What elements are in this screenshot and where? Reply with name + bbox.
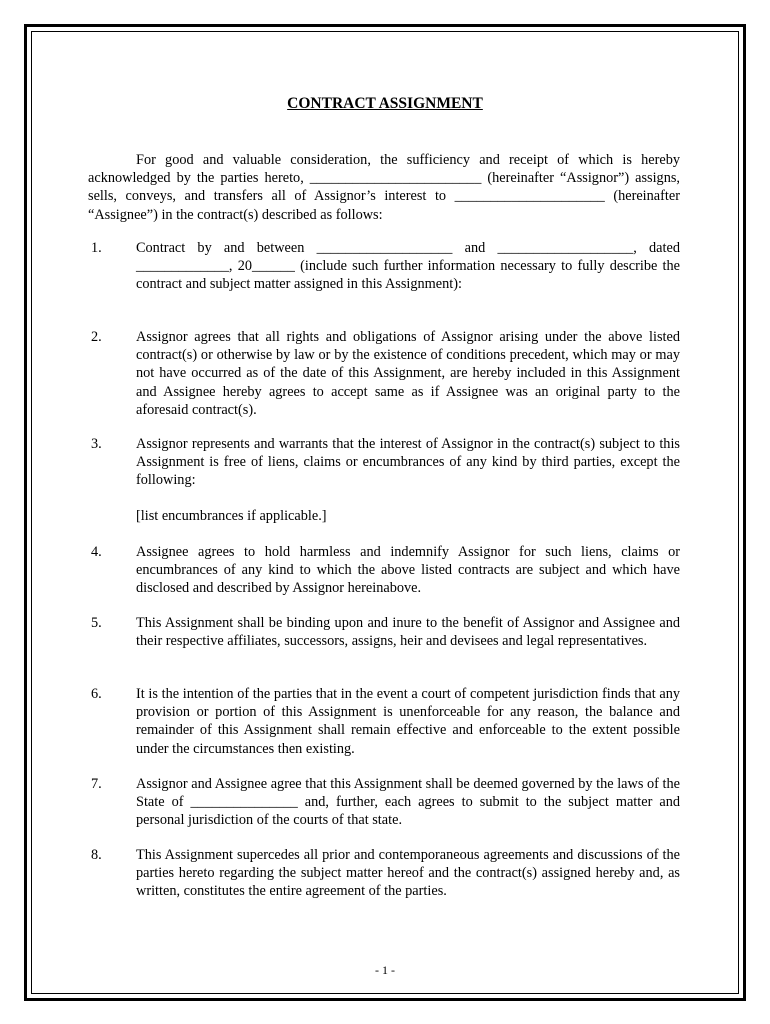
- clause-text: It is the intention of the parties that in the event a court of competent jurisdiction finds that any provision or portion of this Assignment is unenforceable for any reason, the balance and remainder of this Assignment shall remain effective and enforceable to the extent possible under the circumstances then existing.: [136, 686, 680, 757]
- clause-number: 3.: [91, 436, 102, 452]
- clause-number: 8.: [91, 847, 102, 863]
- clause-number: 1.: [91, 240, 102, 256]
- intro-text: For good and valuable consideration, the sufficiency and receipt of which is hereby acknowledged by the parties hereto, ________________________ (hereinafter “Assignor”) assigns, sells, conveys, and transfers all of Assignor’s interest to _____________________ (hereinafter “Assignee”) in the contract(s) described as follows:: [88, 152, 680, 223]
- clause-text: This Assignment supercedes all prior and contemporaneous agreements and discussions of the parties hereto regarding the subject matter hereof and the contract(s) assigned hereby and, as written, constitutes the entire agreement of the parties.: [136, 847, 680, 900]
- clause-text: [list encumbrances if applicable.]: [136, 508, 327, 524]
- clause-number: 6.: [91, 686, 102, 702]
- clause-text: This Assignment shall be binding upon and inure to the benefit of Assignor and Assignee and their respective affiliates, successors, assigns, heir and devisees and legal representatives.: [136, 615, 680, 650]
- clause-text: Assignor and Assignee agree that this Assignment shall be deemed governed by the laws of the State of _______________ and, further, each agrees to submit to the subject matter and personal jurisdiction of the courts of that state.: [136, 776, 680, 829]
- clause-text: Assignee agrees to hold harmless and indemnify Assignor for such liens, claims or encumbrances of any kind to which the above listed contracts are subject and which have disclosed and described by Assignor hereinabove.: [136, 544, 680, 597]
- clause-number: 2.: [91, 329, 102, 345]
- clause-number: 4.: [91, 544, 102, 560]
- intro-paragraph: [88, 151, 680, 224]
- clause-text: Assignor represents and warrants that the interest of Assignor in the contract(s) subject to this Assignment is free of liens, claims or encumbrances of any kind by third parties, except the following:: [136, 436, 680, 489]
- document-title: CONTRACT ASSIGNMENT: [287, 95, 483, 112]
- clause-number: 7.: [91, 776, 102, 792]
- clause-text: Contract by and between ___________________ and ___________________, dated _____________, 20______ (include such further information necessary to fully describe the contract and subject matter assigned in this Assignment):: [136, 240, 680, 293]
- clause-number: 5.: [91, 615, 102, 631]
- page-number: - 1 -: [375, 963, 395, 977]
- clause-text: Assignor agrees that all rights and obligations of Assignor arising under the above listed contract(s) or otherwise by law or by the existence of conditions precedent, which may or may not have occurred as of the date of this Assignment, are hereby included in this Assignment and Assignee hereby agrees to accept same as if Assignee was an original party to the aforesaid contract(s).: [136, 329, 680, 418]
